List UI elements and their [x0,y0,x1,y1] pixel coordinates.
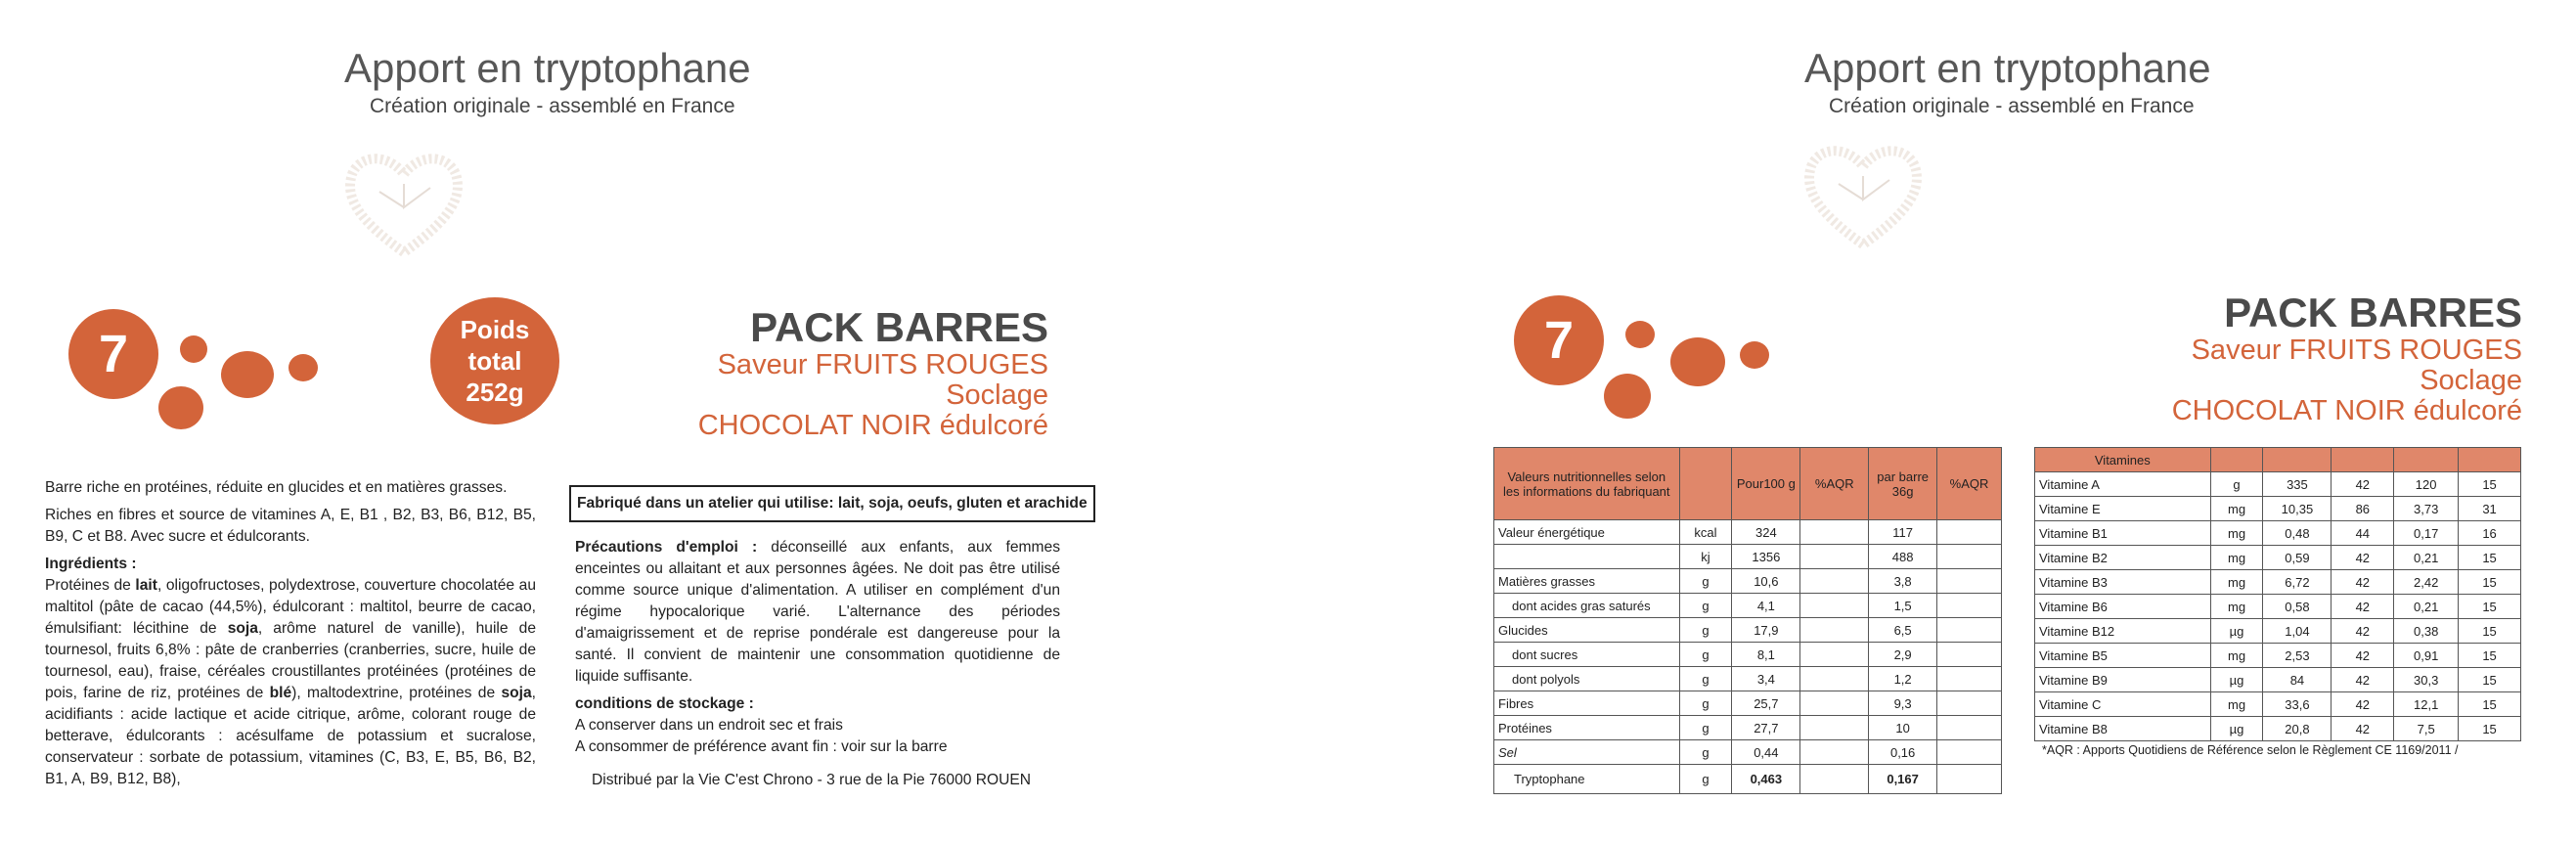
left-pack-count-badge: 7 [68,309,158,399]
row-value: 15 [2459,644,2521,668]
ingredients-part: , arôme naturel de vanille), huile de tournesol, fruits 6,8% : pâte de cranberries (cranberries, sucre, huile de tournesol, eau), fraise, céréales croustillantes protéinées (protéines de pois, farine de riz, protéines de [45,620,536,701]
nutrition-header-row [1494,448,2002,520]
row-value: g [1679,594,1732,618]
row-value: mg [2210,692,2263,717]
decor-dot [1625,321,1655,348]
weight-badge-line3: 252g [466,378,524,407]
row-value: 7,5 [2394,717,2459,741]
weight-badge-line2: total [467,346,522,376]
row-value: mg [2210,570,2263,595]
right-product-block [2172,290,2522,426]
row-value: 0,21 [2394,595,2459,619]
decor-dot [180,335,207,363]
row-value: 10 [1869,716,1937,740]
row-value: g [2210,472,2263,497]
row-value: 117 [1869,520,1937,545]
row-value: mg [2210,546,2263,570]
row-label: Vitamine B6 [2035,595,2211,619]
row-value: kcal [1679,520,1732,545]
storage-label: conditions de stockage : [575,695,754,712]
row-value: 15 [2459,619,2521,644]
precautions-text [575,537,1060,688]
row-value [1800,716,1869,740]
row-label: Valeur énergétique [1494,520,1680,545]
product-line2: Soclage [946,379,1048,411]
nutrition-row [1494,691,2002,716]
nutrition-header: %AQR [1937,448,2002,520]
row-value: 2,42 [2394,570,2459,595]
row-value: 27,7 [1732,716,1800,740]
row-value: 15 [2459,570,2521,595]
product-line3: CHOCOLAT NOIR édulcoré [2171,395,2522,426]
decor-dot [1604,374,1651,419]
row-value: 42 [2332,619,2394,644]
row-value: 0,91 [2394,644,2459,668]
row-value [1800,667,1869,691]
row-value: mg [2210,595,2263,619]
vitamin-row [2035,570,2521,595]
product-line2: Soclage [2420,365,2522,396]
row-value: 42 [2332,472,2394,497]
distributor-line: Distribué par la Vie C'est Chrono - 3 rue de la Pie 76000 ROUEN [592,772,1032,788]
heart-clock-logo-icon [1799,137,1927,254]
row-value: g [1679,691,1732,716]
row-label [1494,545,1680,569]
row-value [1937,643,2002,667]
row-label: Protéines [1494,716,1680,740]
row-value: 0,58 [2263,595,2332,619]
row-value: 120 [2394,472,2459,497]
row-value: 8,1 [1732,643,1800,667]
allergen-milk: lait [135,577,157,594]
row-value: 42 [2332,546,2394,570]
row-label: Vitamine E [2035,497,2211,521]
row-value: 42 [2332,692,2394,717]
nutrition-row [1494,716,2002,740]
description-column [45,477,536,796]
decor-dot [158,386,203,429]
row-value: 1356 [1732,545,1800,569]
heart-clock-logo-icon [340,145,467,262]
product-flavor: Saveur FRUITS ROUGES [2191,334,2522,366]
row-value: 1,5 [1869,594,1937,618]
product-flavor: Saveur FRUITS ROUGES [717,349,1048,380]
product-line3: CHOCOLAT NOIR édulcoré [697,410,1048,441]
description-intro: Barre riche en protéines, réduite en glucides et en matières grasses. [45,479,508,496]
row-value: 44 [2332,521,2394,546]
row-value [1800,569,1869,594]
allergen-wheat: blé [269,685,292,701]
product-title: PACK BARRES [750,304,1048,350]
row-value: µg [2210,619,2263,644]
decor-dot [1670,337,1725,386]
row-value: g [1679,765,1732,794]
row-value: 0,21 [2394,546,2459,570]
description-vitamins: Riches en fibres et source de vitamines A, E, B1 , B2, B3, B6, B12, B5, B9, C et B8. Avec sucre et édulcorants. [45,507,536,545]
vitamin-row [2035,644,2521,668]
row-value: 10,35 [2263,497,2332,521]
nutrition-row [1494,618,2002,643]
row-value: mg [2210,644,2263,668]
row-value: g [1679,740,1732,765]
row-value [1800,545,1869,569]
row-value: 6,72 [2263,570,2332,595]
vitamins-header-cell [2210,448,2263,472]
row-value: 16 [2459,521,2521,546]
row-value: 0,463 [1732,765,1800,794]
nutrition-row [1494,765,2002,794]
allergen-warning-box: Fabriqué dans un atelier qui utilise: lait, soja, oeufs, gluten et arachide [569,485,1095,522]
row-value [1937,594,2002,618]
vitamins-header-row [2035,448,2521,472]
row-value: 3,8 [1869,569,1937,594]
row-value: 10,6 [1732,569,1800,594]
row-value [1800,643,1869,667]
row-value [1800,691,1869,716]
row-value: 0,44 [1732,740,1800,765]
nutrition-row [1494,594,2002,618]
vitamins-header-cell [2332,448,2394,472]
row-value: 0,38 [2394,619,2459,644]
nutrition-row [1494,545,2002,569]
nutrition-row [1494,569,2002,594]
nutrition-header: %AQR [1800,448,1869,520]
row-value: 0,167 [1869,765,1937,794]
row-value: 33,6 [2263,692,2332,717]
row-value: 42 [2332,644,2394,668]
ingredients-part: ), maltodextrine, protéines de [291,685,502,701]
nutrition-row [1494,520,2002,545]
vitamin-row [2035,619,2521,644]
row-value: µg [2210,717,2263,741]
vitamin-row [2035,668,2521,692]
usage-column [575,537,1060,791]
left-brand-title: Apport en tryptophane [344,45,751,91]
vitamin-row [2035,717,2521,741]
row-value: g [1679,667,1732,691]
row-value: 20,8 [2263,717,2332,741]
row-label: Glucides [1494,618,1680,643]
nutrition-header [1679,448,1732,520]
nutrition-header: Valeurs nutritionnelles selon les informations du fabriquant [1494,448,1680,520]
row-label: Sel [1494,740,1680,765]
decor-dot [221,351,274,398]
row-value [1800,765,1869,794]
vitamins-header-cell [2394,448,2459,472]
row-value: 15 [2459,668,2521,692]
precautions-body: déconseillé aux enfants, aux femmes enceintes ou allaitant et aux personnes âgées. Ne doit pas être utilisé comme source unique d'alimentation. A utiliser en complément d'un régime hypocalorique varié. L'alternance des périodes d'amaigrissement et de reprise pondérale est dangereuse pour la santé. Il convient de maintenir une consommation quotidienne de liquide suffisante. [575,539,1060,685]
row-label: Vitamine B8 [2035,717,2211,741]
row-label: Vitamine B3 [2035,570,2211,595]
row-value: 86 [2332,497,2394,521]
weight-badge [430,297,559,424]
row-value: 31 [2459,497,2521,521]
decor-dot [289,354,318,381]
row-label: Vitamine B1 [2035,521,2211,546]
storage-line2: A consommer de préférence avant fin : voir sur la barre [575,738,948,755]
allergen-soy: soja [501,685,532,701]
vitamin-row [2035,546,2521,570]
nutrition-row [1494,667,2002,691]
row-label: dont acides gras saturés [1494,594,1680,618]
row-label: Vitamine C [2035,692,2211,717]
row-value [1937,691,2002,716]
row-value: 9,3 [1869,691,1937,716]
row-value [1800,520,1869,545]
vitamins-header-cell [2459,448,2521,472]
row-value [1937,667,2002,691]
row-value: 4,1 [1732,594,1800,618]
row-value: 1,04 [2263,619,2332,644]
row-label: Tryptophane [1494,765,1680,794]
row-value [1937,520,2002,545]
vitamin-row [2035,595,2521,619]
nutrition-header: Pour100 g [1732,448,1800,520]
row-value: 15 [2459,546,2521,570]
aqr-footnote: *AQR : Apports Quotidiens de Référence selon le Règlement CE 1169/2011 / [2042,743,2459,757]
row-label: Matières grasses [1494,569,1680,594]
nutrition-header: par barre 36g [1869,448,1937,520]
row-label: dont sucres [1494,643,1680,667]
row-value: 1,2 [1869,667,1937,691]
row-value [1800,740,1869,765]
row-value: g [1679,618,1732,643]
row-value: 0,48 [2263,521,2332,546]
row-value: 17,9 [1732,618,1800,643]
vitamin-row [2035,692,2521,717]
nutrition-table [1493,447,2002,794]
row-value [1937,716,2002,740]
vitamin-row [2035,472,2521,497]
row-value [1937,545,2002,569]
row-value: 42 [2332,570,2394,595]
row-value: 3,73 [2394,497,2459,521]
row-value [1937,618,2002,643]
row-value: 6,5 [1869,618,1937,643]
ingredients-part: , acidifiants : acide lactique et acide citrique, arôme, colorant rouge de betterave, édulcorants : acésulfame de potassium et sucralose, conservateur : sorbate de potassium, vitamines (C, B3, E, B5, B6, B2, B1, A, B9, B12, B8), [45,685,536,787]
vitamins-table [2034,447,2521,741]
row-value: 15 [2459,717,2521,741]
row-value: mg [2210,521,2263,546]
row-value: 25,7 [1732,691,1800,716]
row-value: 30,3 [2394,668,2459,692]
row-value: 15 [2459,692,2521,717]
nutrition-row [1494,740,2002,765]
row-value: mg [2210,497,2263,521]
row-value [1800,618,1869,643]
row-value: 2,53 [2263,644,2332,668]
vitamins-header: Vitamines [2035,448,2211,472]
row-value: 84 [2263,668,2332,692]
left-brand-subtitle: Création originale - assemblé en France [370,95,735,117]
row-label: Fibres [1494,691,1680,716]
row-value: 3,4 [1732,667,1800,691]
row-value: 0,16 [1869,740,1937,765]
row-value: 42 [2332,668,2394,692]
row-value [1937,569,2002,594]
row-value: 12,1 [2394,692,2459,717]
row-value: µg [2210,668,2263,692]
row-label: Vitamine B2 [2035,546,2211,570]
nutrition-row [1494,643,2002,667]
ingredients-text [45,575,536,790]
row-value: 488 [1869,545,1937,569]
row-value: 42 [2332,717,2394,741]
vitamin-row [2035,521,2521,546]
row-value: 324 [1732,520,1800,545]
row-value: 15 [2459,472,2521,497]
row-label: Vitamine A [2035,472,2211,497]
row-value: 335 [2263,472,2332,497]
vitamins-header-cell [2263,448,2332,472]
row-value [1937,765,2002,794]
row-value [1800,594,1869,618]
row-label: Vitamine B9 [2035,668,2211,692]
ingredients-part: Protéines de [45,577,136,594]
row-value: g [1679,643,1732,667]
ingredients-label: Ingrédients : [45,556,137,572]
ingredients-part: , oligofructoses, polydextrose, couverture chocolatée au maltitol (pâte de cacao (44,5%), édulcorant : maltitol, beurre de cacao, émulsifiant: lécithine de [45,577,537,637]
storage-line1: A conserver dans un endroit sec et frais [575,717,843,734]
row-value: g [1679,569,1732,594]
row-label: Vitamine B12 [2035,619,2211,644]
weight-badge-line1: Poids [460,315,530,344]
row-value: 15 [2459,595,2521,619]
precautions-label: Précautions d'emploi : [575,539,758,556]
row-value: g [1679,716,1732,740]
allergen-soy: soja [227,620,258,637]
row-value: 2,9 [1869,643,1937,667]
vitamin-row [2035,497,2521,521]
row-value: 0,59 [2263,546,2332,570]
right-brand-subtitle: Création originale - assemblé en France [1829,95,2195,117]
row-label: Vitamine B5 [2035,644,2211,668]
product-title: PACK BARRES [2224,290,2522,335]
row-label: dont polyols [1494,667,1680,691]
right-brand-title: Apport en tryptophane [1804,45,2211,91]
row-value: kj [1679,545,1732,569]
row-value [1937,740,2002,765]
row-value: 42 [2332,595,2394,619]
right-pack-count-badge: 7 [1514,295,1604,385]
row-value: 0,17 [2394,521,2459,546]
decor-dot [1740,341,1769,369]
left-product-block [698,305,1048,441]
